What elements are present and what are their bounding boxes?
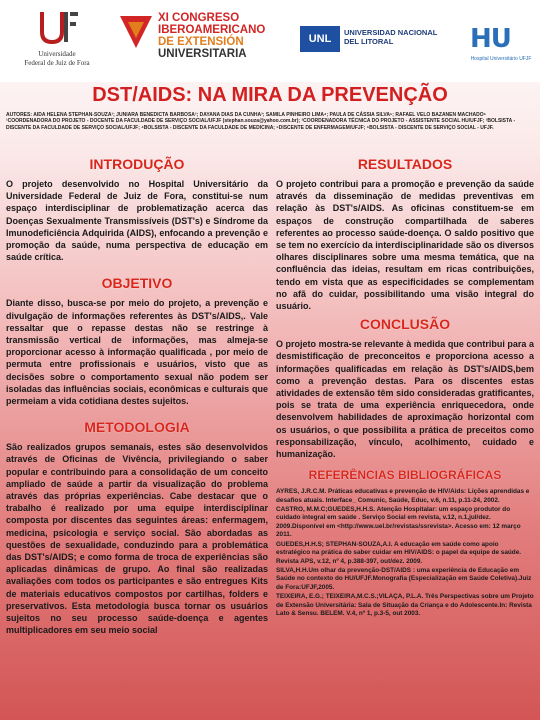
hu-caption: Hospital Universitário UFJF bbox=[470, 56, 532, 62]
section-text-resultados: O projeto contribui para a promoção e prevenção da saúde através da disseminação de medidas preventivas em relação às DST's/AIDS. As oficinas constituem-se em espaços de construção compartilhada de saberes referentes ao processo saúde-doença. O saldo positivo que se tem no exercício da interdisciplinaridade são os diversos olhares disciplinares sobre uma mesma temática, que na confluência das ideias, resultam em ricas contribuições, tendo em vista que as especificidades se complementam no afã do cuidar, possibilitando uma visão integral do usuário. bbox=[276, 179, 534, 312]
congreso-line3: DE EXTENSIÓN bbox=[158, 36, 244, 48]
section-title-introducao: INTRODUÇÃO bbox=[89, 156, 185, 172]
ufjf-emblem-icon bbox=[36, 8, 80, 48]
section-title-resultados: RESULTADOS bbox=[357, 156, 453, 172]
hu-logo bbox=[468, 6, 534, 76]
unl-name-line2: DEL LITORAL bbox=[344, 37, 394, 46]
congreso-logo bbox=[118, 6, 278, 76]
ufjf-name-line2: Federal de Juiz de Fora bbox=[24, 59, 90, 67]
unl-logo bbox=[300, 6, 440, 76]
right-column bbox=[276, 152, 534, 619]
ufjf-name-line1: Universidade bbox=[38, 50, 76, 58]
section-title-conclusao: CONCLUSÃO bbox=[359, 316, 451, 333]
section-title-metodologia: METODOLOGIA bbox=[84, 419, 190, 436]
reference-item: TEIXEIRA, E.G.; TEIXEIRA,M.C.S.;VILAÇA, P.L.A. Três Perspectivas sobre um Projeto de Extensão Universitária: Sala de Situação da Criança e do Adolescente.In: Revista Lato & Sensu. BELEM. V.4, nº 1, p.3-5, out 2003. bbox=[276, 593, 534, 617]
unl-name-line1: UNIVERSIDAD NACIONAL bbox=[344, 28, 438, 37]
congreso-line4: UNIVERSITARIA bbox=[158, 48, 247, 60]
section-text-objetivo: Diante disso, busca-se por meio do projeto, a prevenção e divulgação de informações referentes às DST's/AIDS,. Vale ressaltar que o repasse destas não se restringe à transmissão vertical de informações, mas almeja-se proporcionar acesso à informação qualificada , por meio de permuta entre profissionais e usuários, visto que as decisões sobre o comportamento sexual não podem ser isoladas das influências sociais, econômicas e culturais que permeiam a vida cotidiana destes sujeitos. bbox=[6, 298, 268, 407]
hu-emblem-icon: HU bbox=[470, 24, 511, 54]
authors-line: AUTORES: AIDA HELENA STEPHAN-SOUZA¹; JUNIARA BENEDICTA BARBOSA²; DAYANA DIAS DA CUNHA³; SAMILA PINHEIRO LIMA⁴; PAULA DE CÁSSIA SILVA⁵; RAFAEL VELO BAZANEN MACHADO⁶ bbox=[6, 112, 486, 118]
section-title-referencias: REFERÊNCIAS BIBLIOGRÁFICAS bbox=[308, 468, 502, 483]
ufjf-name bbox=[12, 50, 102, 68]
section-text-introducao: O projeto desenvolvido no Hospital Universitário da Universidade Federal de Juiz de Fora, constitui-se num espaço interdisciplinar de problematização acerca das Doenças Sexualmente Transmissíveis (DST's) e Síndrome da Imunodeficiência Adquirida (AIDS), enfocando a prevenção e promoção da saúde, numa perspectiva de educação em saúde crítica. bbox=[6, 179, 268, 263]
unl-badge: UNL bbox=[300, 26, 340, 52]
left-column bbox=[6, 152, 268, 637]
reference-item: GUEDES,H.H.S; STEPHAN-SOUZA,A.I. A educação em saúde como apoio estratégico na prática do saber cuidar em HIV/AIDS: o papel da equipe de saúde. Revista APS, v.12, nº 4, p.388-397, out/dez. 2009. bbox=[276, 540, 522, 565]
reference-item: CASTRO, M.M.C;GUEDES,H.H.S. Atenção Hospitalar: um espaço produtor do cuidado integral em saúde . Serviço Social em revista, v.12, n.1,jul/dez. 2009.Disponível em <http://www.uel.br/revistas/ssrevista>. Acesso em: 12 março 2011. bbox=[276, 506, 521, 539]
congreso-line2: IBEROAMERICANO bbox=[158, 24, 266, 36]
unl-name bbox=[344, 28, 444, 46]
reference-item: SILVA,H.H.Um olhar da prevenção-DST/AIDS : uma experiência de Educação em Saúde no contexto do HU/UFJF.Monografia (Especialização em Saúde Coletiva).Juiz de Fora:UFJF,2005. bbox=[276, 566, 532, 591]
congreso-name bbox=[158, 12, 278, 60]
congreso-line1: XI CONGRESO bbox=[158, 12, 240, 24]
affiliations-line: ¹COORDENADORA DO PROJETO - DOCENTE DA FACULDADE DE SERVIÇO SOCIAL/UFJF (stephan.souza@yahoo.com.br); ²COORDENADORA TÉCNICA DO PROJETO - ASSISTENTE SOCIAL HU/UFJF; ³BOLSISTA - DISCENTE DA FACULDADE DE SERVIÇO SOCIAL/UFJF; ⁴BOLSISTA - DISCENTE DA FACULDADE DE MEDICINA; ⁵DISCENTE DE ENFERMAGEM/UFJF; ⁶BOLSISTA - DISCENTE DE SERVIÇO SOCIAL - UFJF. bbox=[6, 118, 516, 131]
congreso-emblem-icon bbox=[118, 12, 154, 52]
ufjf-logo bbox=[12, 6, 102, 76]
logo-header bbox=[0, 0, 540, 82]
section-text-metodologia: São realizados grupos semanais, estes são desenvolvidos através de Oficinas de Vivência, privilegiando o saber popular e contribuindo para a consolidação de um conceito ampliado de saúde a partir da visualização do problema através das próprias experiências. Cabe destacar que o trabalho é realizado por uma equipe interdisciplinar composta por discentes das seguintes áreas: enfermagem, medicina, psicologia e serviço social. São abordadas as questões de sexualidade, conduzindo para a problemática das DST's/AIDS; e como forma de troca de experiências são aplicadas dinâmicas de grupo. Ao final são realizadas avaliações com todos os participantes e são entregues Kits de materiais educativos compostos por cartilhas, folders e preservativos. Esta metodologia busca tornar os usuários sujeitos no seu processo saúde-doença e agentes multiplicadores em seu meio social bbox=[6, 442, 268, 636]
section-title-objetivo: OBJETIVO bbox=[101, 275, 173, 292]
section-text-conclusao: O projeto mostra-se relevante à medida que contribui para a desmistificação de preconceitos e proporciona acesso a informações qualificadas em relação às DST's/AIDS,bem como a prevenção destas. Para os discentes estas atividades de extensão têm sido consideradas gratificantes, pois se trata de uma experiência enriquecedora, onde desenvolvem habilidades de aproximação horizontal com os usuários, o que possibilita a prática de preceitos como responsabilização, vínculo, acolhimento, cuidado e humanização. bbox=[276, 339, 534, 460]
reference-item: AYRES, J.R.C.M. Práticas educativas e prevenção de HIV/Aids: Lições aprendidas e desafios atuais. Interface_ Comunic, Saúde, Educ, v.6, n.11, p.11-24, 2002. bbox=[276, 488, 530, 504]
authors-block bbox=[6, 112, 534, 131]
page-title: DST/AIDS: NA MIRA DA PREVENÇÃO bbox=[92, 84, 448, 106]
references-list bbox=[276, 488, 534, 618]
